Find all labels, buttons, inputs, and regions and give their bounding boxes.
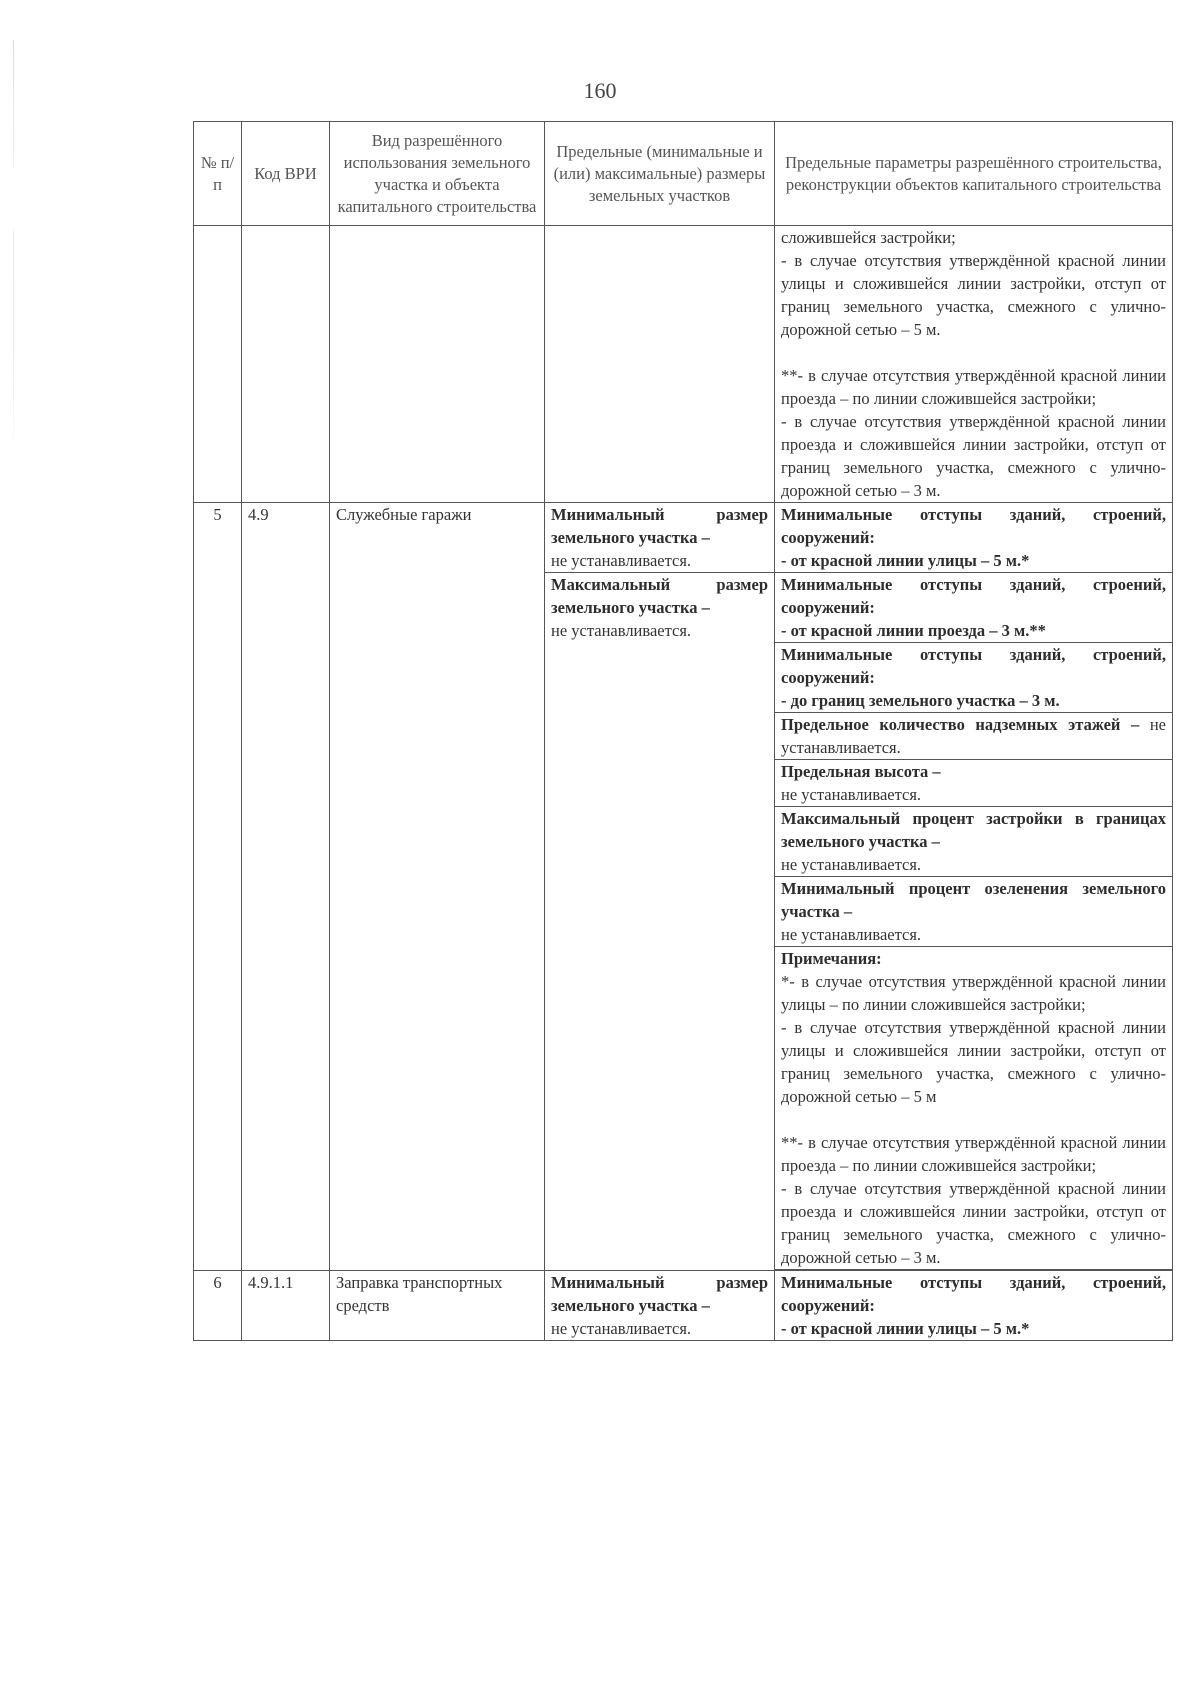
param-title: Минимальный процент озеленения земельного участка – — [781, 879, 1166, 921]
row5-max-size-value: не устанавливается. — [551, 621, 692, 640]
row5-param-6 — [775, 807, 1173, 877]
row5-num: 5 — [194, 503, 242, 1271]
row5-code: 4.9 — [242, 503, 330, 1271]
row5-max-size-title: Максимальный размер земельного участка – — [551, 575, 768, 617]
note-line: - в случае отсутствия утверждённой красной линии проезда и сложившейся линии застройки, отступ от границ земельного участка, смежного с улично-дорожной сетью – 3 м. — [781, 1179, 1166, 1267]
table-row-5 — [194, 503, 1173, 573]
header-size: Предельные (минимальные и (или) максимальные) размеры земельных участков — [545, 122, 775, 226]
param-value: - от красной линии улицы – 5 м.* — [781, 1319, 1030, 1338]
row5-param-1 — [775, 503, 1173, 573]
header-type: Вид разрешённого использования земельного участка и объекта капитального строительства — [330, 122, 545, 226]
row6-min-size — [545, 1271, 775, 1341]
continuation-params — [775, 226, 1173, 503]
row5-max-size — [545, 573, 775, 1271]
header-code: Код ВРИ — [242, 122, 330, 226]
param-title: Предельное количество надземных этажей – — [781, 715, 1140, 734]
row5-name: Служебные гаражи — [330, 503, 545, 1271]
continuation-line: - в случае отсутствия утверждённой красной линии проезда и сложившейся линии застройки, отступ от границ земельного участка, смежного с улично-дорожной сетью – 3 м. — [781, 412, 1166, 500]
row6-code: 4.9.1.1 — [242, 1271, 330, 1341]
header-params: Предельные параметры разрешённого строительства, реконструкции объектов капитального строительства — [775, 122, 1173, 226]
row5-min-size — [545, 503, 775, 573]
table-row-6 — [194, 1271, 1173, 1341]
param-title: Минимальные отступы зданий, строений, сооружений: — [781, 645, 1166, 687]
param-title: Минимальные отступы зданий, строений, сооружений: — [781, 1273, 1166, 1315]
param-value: - до границ земельного участка – 3 м. — [781, 691, 1060, 710]
param-value: - от красной линии улицы – 5 м.* — [781, 551, 1030, 570]
continuation-line: - в случае отсутствия утверждённой красной линии улицы и сложившейся линии застройки, отступ от границ земельного участка, смежного с улично-дорожной сетью – 5 м. — [781, 251, 1166, 339]
row5-param-7 — [775, 877, 1173, 947]
notes-title: Примечания: — [781, 949, 882, 968]
row5-param-5 — [775, 760, 1173, 807]
row5-min-size-value: не устанавливается. — [551, 551, 692, 570]
param-title: Максимальный процент застройки в границах земельного участка – — [781, 809, 1166, 851]
row6-num: 6 — [194, 1271, 242, 1341]
page-number: 160 — [583, 78, 617, 103]
param-value: - от красной линии проезда – 3 м.** — [781, 621, 1046, 640]
note-line: **- в случае отсутствия утверждённой красной линии проезда – по линии сложившейся застройки; — [781, 1133, 1166, 1175]
row5-param-3 — [775, 643, 1173, 713]
row6-min-size-title: Минимальный размер земельного участка – — [551, 1273, 768, 1315]
row5-notes — [775, 947, 1173, 1270]
row6-name: Заправка транспортных средств — [330, 1271, 545, 1341]
row5-min-size-title: Минимальный размер земельного участка – — [551, 505, 768, 547]
param-value: не устанавливается. — [781, 785, 922, 804]
note-line: *- в случае отсутствия утверждённой красной линии улицы – по линии сложившейся застройки; — [781, 972, 1166, 1014]
param-title: Минимальные отступы зданий, строений, сооружений: — [781, 575, 1166, 617]
param-value: не устанавливается. — [781, 855, 922, 874]
header-num: № п/п — [194, 122, 242, 226]
note-line: - в случае отсутствия утверждённой красной линии улицы и сложившейся линии застройки, отступ от границ земельного участка, смежного с улично-дорожной сетью – 5 м — [781, 1018, 1166, 1106]
continuation-line: сложившейся застройки; — [781, 228, 956, 247]
param-title: Минимальные отступы зданий, строений, сооружений: — [781, 505, 1166, 547]
table-row-continuation — [194, 226, 1173, 503]
row6-min-size-value: не устанавливается. — [551, 1319, 692, 1338]
row6-param-1 — [775, 1271, 1173, 1341]
param-value: не устанавливается. — [781, 715, 1166, 757]
row5-param-4 — [775, 713, 1173, 760]
regulations-table — [193, 121, 1173, 1341]
table-header-row — [194, 122, 1173, 226]
row5-param-2 — [775, 573, 1173, 643]
param-value: не устанавливается. — [781, 925, 922, 944]
param-title: Предельная высота – — [781, 762, 941, 781]
continuation-line: **- в случае отсутствия утверждённой красной линии проезда – по линии сложившейся застройки; — [781, 366, 1166, 408]
